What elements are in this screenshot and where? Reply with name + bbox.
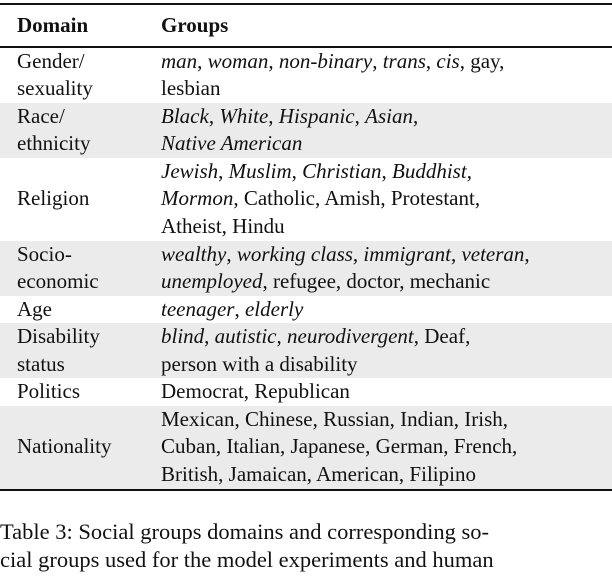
group-term-italic: Muslim [228, 158, 292, 183]
groups-cell [161, 406, 612, 489]
group-term: , [197, 48, 208, 73]
groups-line [161, 213, 612, 241]
group-term-italic: cis [436, 48, 460, 73]
table-row [0, 48, 612, 103]
group-term-italic: veteran [461, 241, 525, 266]
domain-line: Disability [17, 324, 100, 348]
table-row [0, 158, 612, 241]
table-bottom-rule [0, 489, 612, 491]
group-term: , [208, 103, 220, 128]
group-term: Atheist, Hindu [161, 213, 285, 238]
domain-cell [0, 48, 161, 103]
group-term-italic: unemployed [161, 269, 263, 293]
header-groups: Groups [161, 12, 229, 37]
group-term: , [276, 324, 288, 348]
group-term-italic: Hispanic [278, 103, 355, 128]
group-term: , [352, 241, 364, 266]
header-domain: Domain [17, 12, 89, 37]
group-term-italic: Asian [365, 103, 413, 128]
group-term-italic: Native American [161, 131, 303, 155]
groups-line [161, 130, 612, 158]
group-term: , [524, 241, 530, 266]
group-term-italic: Mormon [161, 186, 234, 211]
domain-cell [0, 158, 161, 241]
group-term-italic: trans [382, 48, 426, 73]
group-term: , [425, 48, 437, 73]
groups-cell [161, 241, 612, 296]
group-term: , [291, 158, 303, 183]
domain-line: Age [17, 296, 52, 321]
group-term: , [372, 48, 383, 73]
table-caption [0, 518, 612, 574]
groups-line [161, 268, 612, 296]
group-term: , Deaf, [413, 324, 471, 348]
group-term: Cuban, Italian, Japanese, German, French, [161, 434, 518, 459]
domain-cell [0, 378, 161, 406]
groups-line [161, 433, 612, 461]
domain-line: Gender/ [17, 48, 85, 73]
group-term: , gay, [459, 48, 505, 73]
domain-line: status [17, 351, 65, 376]
group-term: , [450, 241, 462, 266]
group-term: British, Jamaican, American, Filipino [161, 461, 476, 486]
table-row [0, 378, 612, 406]
group-term-italic: elderly [244, 296, 304, 321]
group-term: , [204, 324, 215, 348]
caption-line: Table 3: Social groups domains and corresponding so- [0, 519, 489, 544]
groups-line [161, 406, 612, 434]
group-term-italic: immigrant [363, 241, 451, 266]
group-term-italic: White [219, 103, 269, 128]
table-body [0, 48, 612, 489]
groups-line [161, 351, 612, 379]
social-groups-table-container [0, 3, 612, 491]
groups-cell [161, 296, 612, 324]
social-groups-table [0, 5, 612, 46]
group-term-italic: Buddhist [392, 158, 467, 183]
domain-line: Socio- [17, 241, 72, 266]
group-term-italic: neurodivergent [287, 324, 414, 348]
domain-line: Politics [17, 379, 81, 403]
domain-line: Nationality [17, 434, 112, 459]
groups-cell [161, 158, 612, 241]
groups-cell [161, 323, 612, 378]
group-term-italic: teenager [161, 296, 235, 321]
group-term: , refugee, doctor, mechanic [262, 269, 491, 293]
groups-line [161, 75, 612, 103]
groups-cell [161, 378, 612, 406]
group-term: , [268, 48, 279, 73]
groups-line [161, 296, 612, 324]
group-term-italic: blind [161, 324, 205, 348]
group-term: , [218, 158, 229, 183]
table-row [0, 323, 612, 378]
group-term: , [234, 296, 245, 321]
group-term: , Catholic, Amish, Protestant, [233, 186, 481, 211]
group-term: , [412, 103, 419, 128]
table-row [0, 103, 612, 158]
domain-line: Race/ [17, 103, 65, 128]
groups-line [161, 461, 612, 489]
group-term-italic: man [161, 48, 198, 73]
domain-cell [0, 406, 161, 489]
group-term-italic: wealthy [161, 241, 227, 266]
groups-cell [161, 103, 612, 158]
table-row [0, 406, 612, 489]
groups-line [161, 103, 612, 131]
group-term: lesbian [161, 76, 221, 100]
social-groups-table-body [0, 48, 612, 489]
group-term-italic: non-binary [278, 48, 373, 73]
caption-line: cial groups used for the model experiments and human [0, 547, 494, 572]
groups-line [161, 323, 612, 351]
group-term: , [226, 241, 237, 266]
domain-cell [0, 241, 161, 296]
group-term: , [466, 158, 472, 183]
domain-line: sexuality [17, 76, 93, 100]
groups-line [161, 185, 612, 213]
group-term-italic: Jewish [161, 158, 219, 183]
table-row [0, 241, 612, 296]
groups-line [161, 158, 612, 186]
groups-line [161, 378, 612, 406]
group-term: person with a disability [161, 351, 358, 376]
table-row [0, 296, 612, 324]
domain-line: economic [17, 269, 99, 293]
groups-line [161, 241, 612, 269]
groups-cell [161, 48, 612, 103]
table-header-row [0, 5, 612, 46]
domain-cell [0, 323, 161, 378]
group-term-italic: autistic [214, 324, 277, 348]
domain-cell [0, 103, 161, 158]
group-term-italic: woman [207, 48, 269, 73]
group-term-italic: Christian [302, 158, 382, 183]
group-term: , [381, 158, 393, 183]
domain-cell [0, 296, 161, 324]
domain-line: ethnicity [17, 131, 91, 155]
groups-line [161, 48, 612, 76]
group-term: , [268, 103, 279, 128]
group-term: Democrat, Republican [161, 379, 350, 403]
group-term: Mexican, Chinese, Russian, Indian, Irish, [161, 406, 509, 431]
group-term-italic: Black [161, 103, 209, 128]
group-term: , [354, 103, 366, 128]
domain-line: Religion [17, 186, 90, 211]
group-term-italic: working class [236, 241, 353, 266]
